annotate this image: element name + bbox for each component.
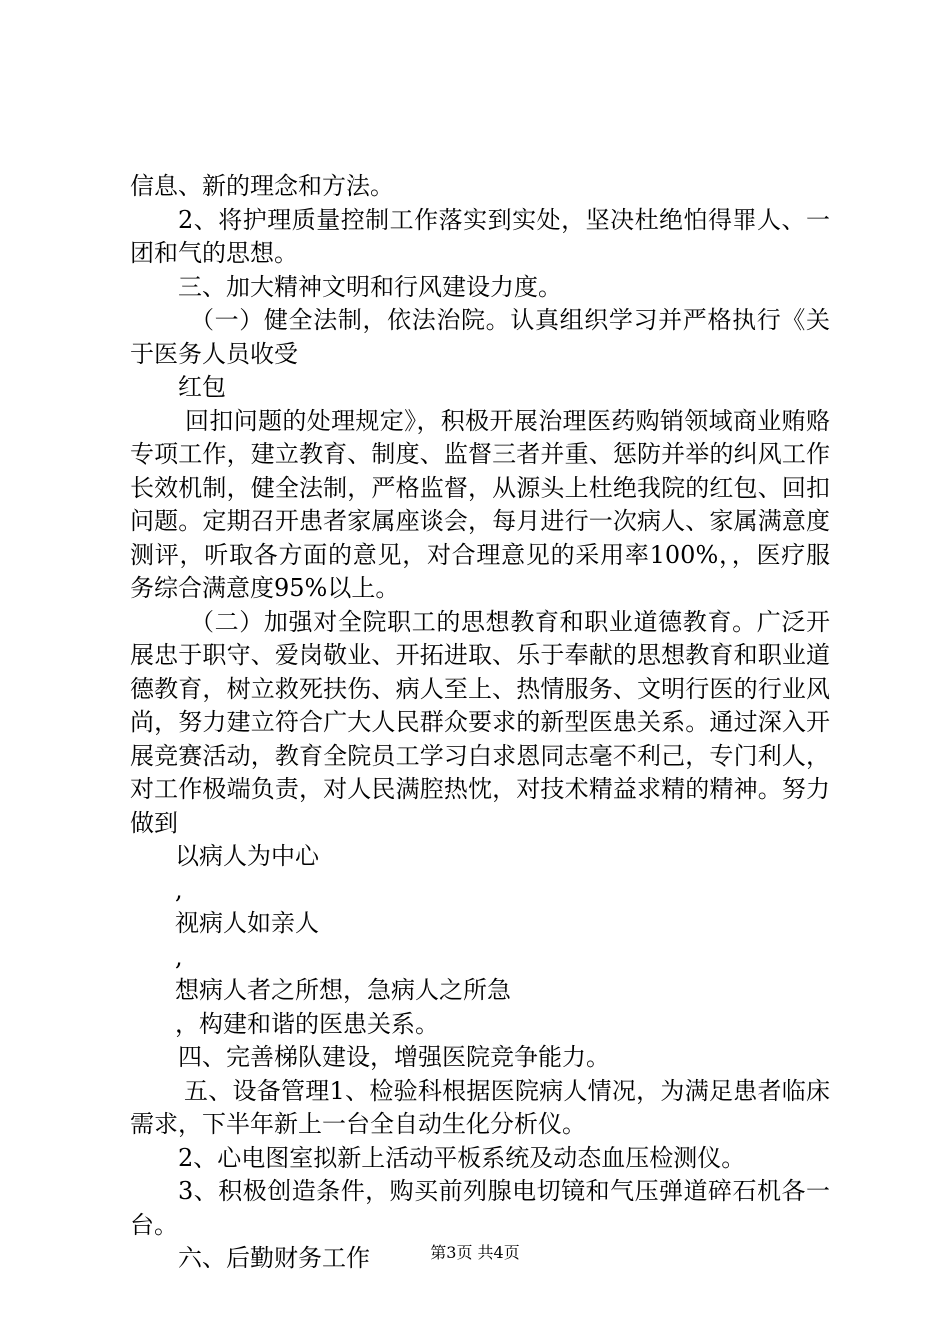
paragraph-continuation: 信息、新的理念和方法。: [130, 172, 394, 200]
paragraph-regulation: 回扣问题的处理规定》，积极开展治理医药购销领域商业贿赂专项工作，建立教育、制度、监督三者并重、惩防并举的纠风工作长效机制，健全法制，严格监督，从源头上杜绝我院的红包、回扣问题。定期召开患者家属座谈会，每月进行一次病人、家属满意度测评，听取各方面的意见，对合理意见的采用率100%，，医疗服务综合满意度95%以上。: [130, 406, 830, 602]
paragraph-item-2: 2、将护理质量控制工作落实到实处，坚决杜绝怕得罪人、一团和气的思想。: [130, 205, 830, 267]
page-footer: 第3页 共4页: [430, 1243, 520, 1262]
paragraph-ecg: 2、心电图室拟新上活动平板系统及动态血压检测仪。: [178, 1143, 746, 1172]
paragraph-fragment-patient-needs: 想病人者之所想，急病人之所急: [175, 976, 511, 1004]
paragraph-fragment-comma-1: ,: [175, 875, 183, 904]
paragraph-fragment-harmony: ，构建和谐的医患关系。: [175, 1009, 439, 1038]
paragraph-fragment-patient-center: 以病人为中心: [175, 842, 319, 870]
section-heading-3: 三、加大精神文明和行风建设力度。: [178, 272, 562, 301]
paragraph-fragment-patient-family: 视病人如亲人: [175, 909, 319, 937]
section-heading-6: 六、后勤财务工作: [178, 1244, 370, 1272]
document-body: [130, 170, 830, 1276]
paragraph-purchase: 3、积极创造条件，购买前列腺电切镜和气压弹道碎石机各一台。: [130, 1177, 830, 1239]
paragraph-subsection-1: （一）健全法制，依法治院。认真组织学习并严格执行《关于医务人员收受: [130, 306, 830, 368]
paragraph-equipment: 五、设备管理1、检验科根据医院病人情况，为满足患者临床需求，下半年新上一台全自动生化分析仪。: [130, 1076, 830, 1138]
paragraph-fragment-comma-2: ,: [175, 942, 183, 971]
section-heading-4: 四、完善梯队建设，增强医院竞争能力。: [178, 1043, 610, 1071]
paragraph-subsection-2: （二）加强对全院职工的思想教育和职业道德教育。广泛开展忠于职守、爱岗敬业、开拓进取、乐于奉献的思想教育和职业道德教育，树立救死扶伤、病人至上、热情服务、文明行医的行业风尚，努力建立符合广大人民群众要求的新型医患关系。通过深入开展竞赛活动，教育全院员工学习白求恩同志毫不利己，专门利人，对工作极端负责，对人民满腔热忱，对技术精益求精的精神。努力做到: [130, 607, 830, 837]
paragraph-fragment-hongbao: 红包: [178, 373, 226, 401]
